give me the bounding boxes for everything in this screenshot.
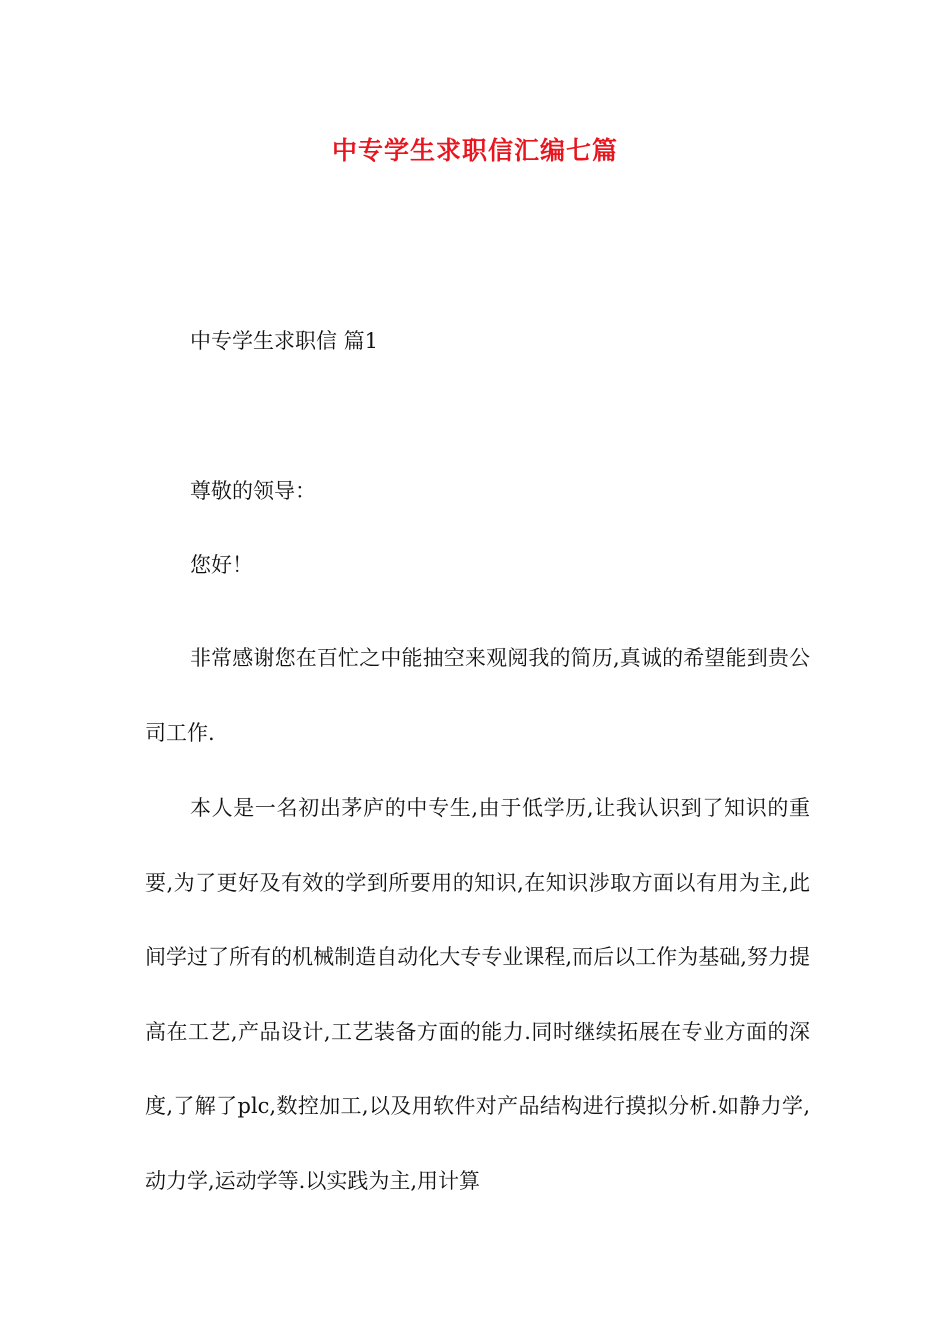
salutation-block bbox=[145, 475, 810, 507]
paragraph-block-2 bbox=[145, 771, 810, 1218]
paragraph-block-1 bbox=[145, 621, 810, 770]
section-heading: 中专学生求职信 篇1 bbox=[190, 329, 379, 353]
greeting-block bbox=[145, 549, 810, 581]
document-title: 中专学生求职信汇编七篇 bbox=[331, 136, 618, 165]
salutation: 尊敬的领导： bbox=[190, 479, 316, 503]
body-paragraph: 本人是一名初出茅庐的中专生,由于低学历,让我认识到了知识的重要,为了更好及有效的学到所要用的知识,在知识涉取方面以有用为主,此间学过了所有的机械制造自动化大专专业课程,而后以工作为基础,努力提高在工艺,产品设计,工艺装备方面的能力.同时继续拓展在专业方面的深度,了解了plc,数控加工,以及用软件对产品结构进行摸拟分析.如静力学,动力学,运动学等.以实践为主,用计算 bbox=[145, 796, 810, 1193]
body-paragraph: 非常感谢您在百忙之中能抽空来观阅我的简历,真诚的希望能到贵公司工作. bbox=[145, 646, 810, 745]
greeting: 您好！ bbox=[190, 553, 253, 577]
